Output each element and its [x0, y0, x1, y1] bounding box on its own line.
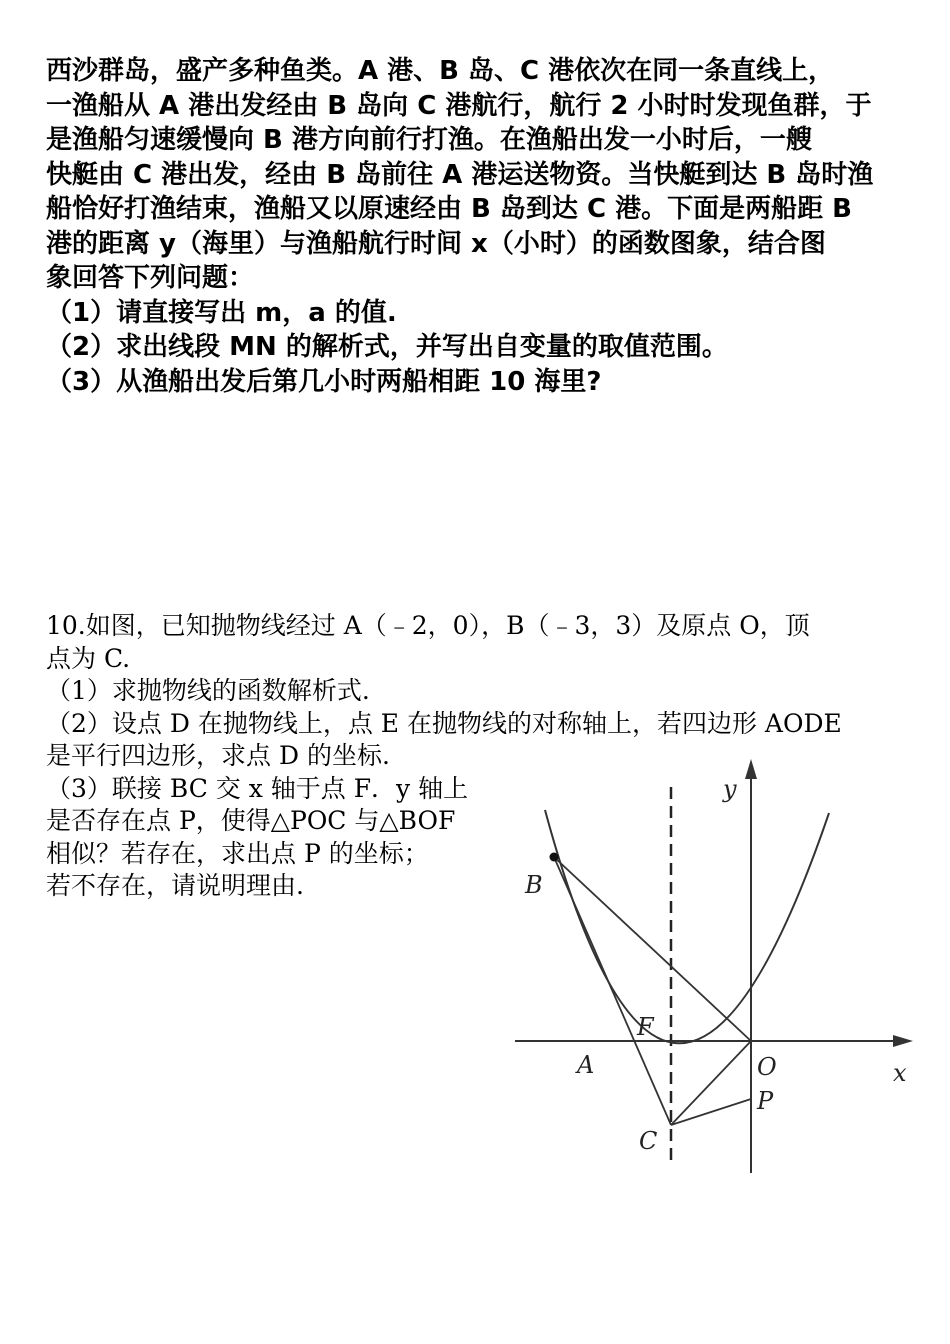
label-a: A [577, 1051, 595, 1079]
label-o: O [757, 1053, 777, 1081]
problem-9-line: 港的距离 y（海里）与渔船航行时间 x（小时）的函数图象，结合图 [46, 228, 826, 259]
problem-9 [46, 54, 916, 399]
problem-9-line: 西沙群岛，盛产多种鱼类。A 港、B 岛、C 港依次在同一条直线上， [46, 56, 835, 86]
segment-bc [554, 857, 671, 1125]
question-10-3-cont: 是否存在点 P，使得△POC 与△BOF [46, 806, 456, 835]
y-axis-label: y [723, 775, 737, 803]
parabola-curve [545, 810, 829, 1043]
question-9-1: （1）请直接写出 m，a 的值. [46, 297, 397, 328]
question-9-3: （3）从渔船出发后第几小时两船相距 10 海里? [46, 366, 602, 397]
problem-10-line: 点为 C. [46, 643, 131, 673]
y-axis-arrow [745, 759, 757, 779]
problem-9-line: 船恰好打渔结束，渔船又以原速经由 B 岛到达 C 港。下面是两船距 B [46, 194, 852, 224]
x-axis-label: x [893, 1059, 907, 1087]
question-9-2: （2）求出线段 MN 的解析式，并写出自变量的取值范围。 [46, 332, 728, 362]
point-b-dot [550, 853, 559, 862]
problem-10-line: 10.如图，已知抛物线经过 A（﹣2，0），B（﹣3，3）及原点 O，顶 [46, 611, 810, 640]
question-10-2: （2）设点 D 在抛物线上，点 E 在抛物线的对称轴上，若四边形 AODE [46, 708, 842, 738]
question-10-3-cont: 若不存在，请说明理由. [46, 871, 304, 900]
label-c: C [639, 1127, 658, 1155]
problem-9-line: 是渔船匀速缓慢向 B 港方向前行打渔。在渔船出发一小时后，一艘 [46, 125, 812, 155]
label-f: F [637, 1013, 654, 1041]
label-b: B [525, 871, 543, 899]
question-10-1: （1）求抛物线的函数解析式. [46, 676, 370, 705]
question-10-2-cont: 是平行四边形，求点 D 的坐标. [46, 741, 390, 770]
label-p: P [757, 1087, 774, 1115]
question-10-3-cont: 相似？若存在，求出点 P 的坐标； [46, 838, 429, 868]
problem-9-line: 快艇由 C 港出发，经由 B 岛前往 A 港运送物资。当快艇到达 B 岛时渔 [46, 159, 874, 190]
problem-9-line: 一渔船从 A 港出发经由 B 岛向 C 港航行，航行 2 小时时发现鱼群，于 [46, 90, 872, 121]
x-axis-arrow [893, 1035, 913, 1047]
problem-9-line: 象回答下列问题： [46, 263, 255, 293]
question-10-3: （3）联接 BC 交 x 轴于点 F．y 轴上 [46, 773, 469, 803]
parabola-figure [505, 755, 925, 1185]
